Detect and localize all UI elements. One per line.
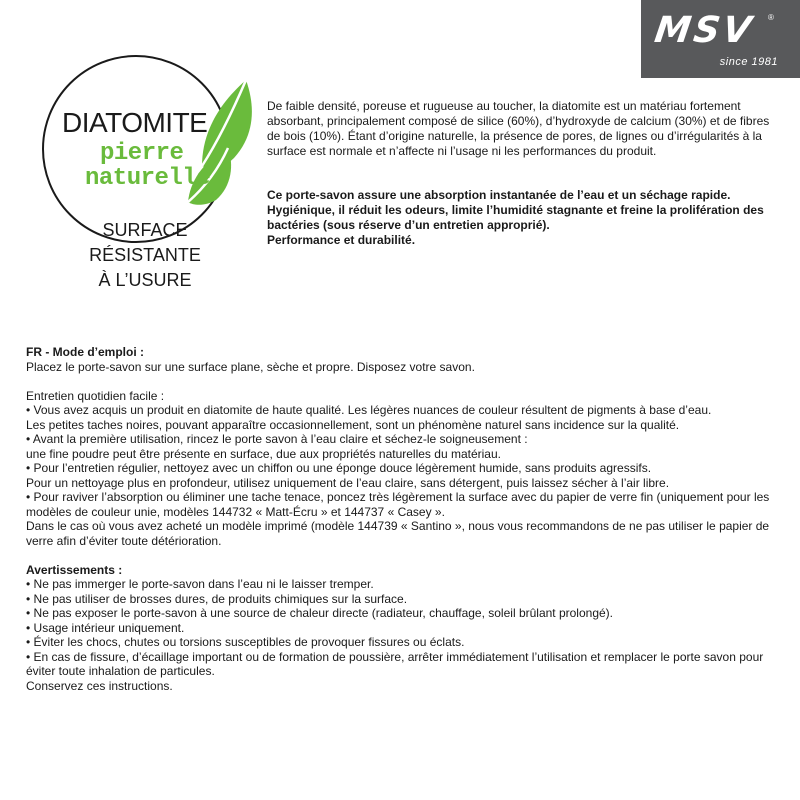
brand-since: since 1981 (719, 56, 778, 68)
registered-mark: ® (768, 13, 774, 22)
warning-line: • Ne pas exposer le porte-savon à une source de chaleur directe (radiateur, chauffage, soleil brûlant prolongé). (26, 606, 613, 620)
surface-line2: RÉSISTANTE (89, 245, 201, 265)
maintenance-line: Pour un nettoyage plus en profondeur, utilisez uniquement de l’eau claire, sans détergent, puis laissez sécher à l’air libre. (26, 475, 670, 490)
surface-line1: SURFACE (102, 220, 188, 240)
intro-paragraph: De faible densité, poreuse et rugueuse au toucher, la diatomite est un matériau fortement absorbant, principalement composé de silice (60%), d’hydroxyde de calcium (30%) et de fibres de bois (10%). Étant d’origine naturelle, la présence de pores, de lignes ou d’irrégularités à la surface est normale et n’affecte ni l’usage ni les performances du produit. (267, 99, 770, 158)
feature-line1: Ce porte-savon assure une absorption instantanée de l’eau et un séchage rapide. (267, 188, 731, 202)
warning-line: • Éviter les chocs, chutes ou torsions susceptibles de provoquer fissures ou éclats. (26, 635, 465, 649)
surface-label (60, 218, 230, 293)
feature-line3: Performance et durabilité. (267, 233, 416, 247)
maintenance-line: • Pour l’entretien régulier, nettoyez avec un chiffon ou une éponge douce légèrement humide, sans produits agressifs. (26, 461, 652, 475)
warning-line: • En cas de fissure, d’écaillage important ou de formation de poussière, arrêter immédiatement l’utilisation et remplacer le porte savon pour éviter toute inhalation de particules. (26, 649, 764, 678)
badge-title: DIATOMITE (62, 107, 208, 138)
warning-line: • Ne pas utiliser de brosses dures, de produits chimiques sur la surface. (26, 591, 408, 606)
usage-text: Placez le porte-savon sur une surface plane, sèche et propre. Disposez votre savon. (26, 359, 475, 374)
maintenance-line: une fine poudre peut être présente en surface, due aux propriétés naturelles du matériau. (26, 446, 501, 461)
badge-subtitle-line2: naturelle (85, 165, 211, 192)
maintenance-heading: Entretien quotidien facile : (26, 388, 165, 403)
instructions (26, 345, 778, 693)
maintenance-line: Dans le cas où vous avez acheté un modèle imprimé (modèle 144739 « Santino », nous vous recommandons de ne pas utiliser le papier de verre afin d’éviter toute détérioration. (26, 519, 770, 548)
maintenance-line: • Vous avez acquis un produit en diatomite de haute qualité. Les légères nuances de couleur résultent de pigments à base d’eau. (26, 403, 712, 417)
warnings-heading: Avertissements : (26, 562, 123, 577)
maintenance-line: Les petites taches noires, pouvant apparaître occasionnellement, sont un phénomène naturel sans incidence sur la qualité. (26, 417, 680, 432)
features-paragraph (267, 188, 772, 248)
warning-line: • Ne pas immerger le porte-savon dans l’eau ni le laisser tremper. (26, 577, 374, 591)
warning-line: Conservez ces instructions. (26, 678, 173, 693)
usage-heading: FR - Mode d’emploi : (26, 345, 144, 359)
brand-logo (641, 0, 800, 78)
surface-line3: À L’USURE (98, 270, 192, 290)
maintenance-line: • Pour raviver l’absorption ou éliminer une tache tenace, poncez très légèrement la surface avec du papier de verre fin (uniquement pour les modèles de couleur unie, modèles 144732 « Matt-Écru » et 144737 « Casey ». (26, 490, 770, 519)
feature-line2: Hygiénique, il réduit les odeurs, limite l’humidité stagnante et freine la prolifération des bactéries (sous réserve d’un entretien approprié). (267, 203, 764, 232)
warning-line: • Usage intérieur uniquement. (26, 620, 185, 635)
maintenance-line: • Avant la première utilisation, rincez le porte savon à l’eau claire et séchez-le soigneusement : (26, 432, 528, 446)
badge-subtitle-line1: pierre (100, 140, 184, 167)
brand-name: MSV (652, 10, 757, 51)
